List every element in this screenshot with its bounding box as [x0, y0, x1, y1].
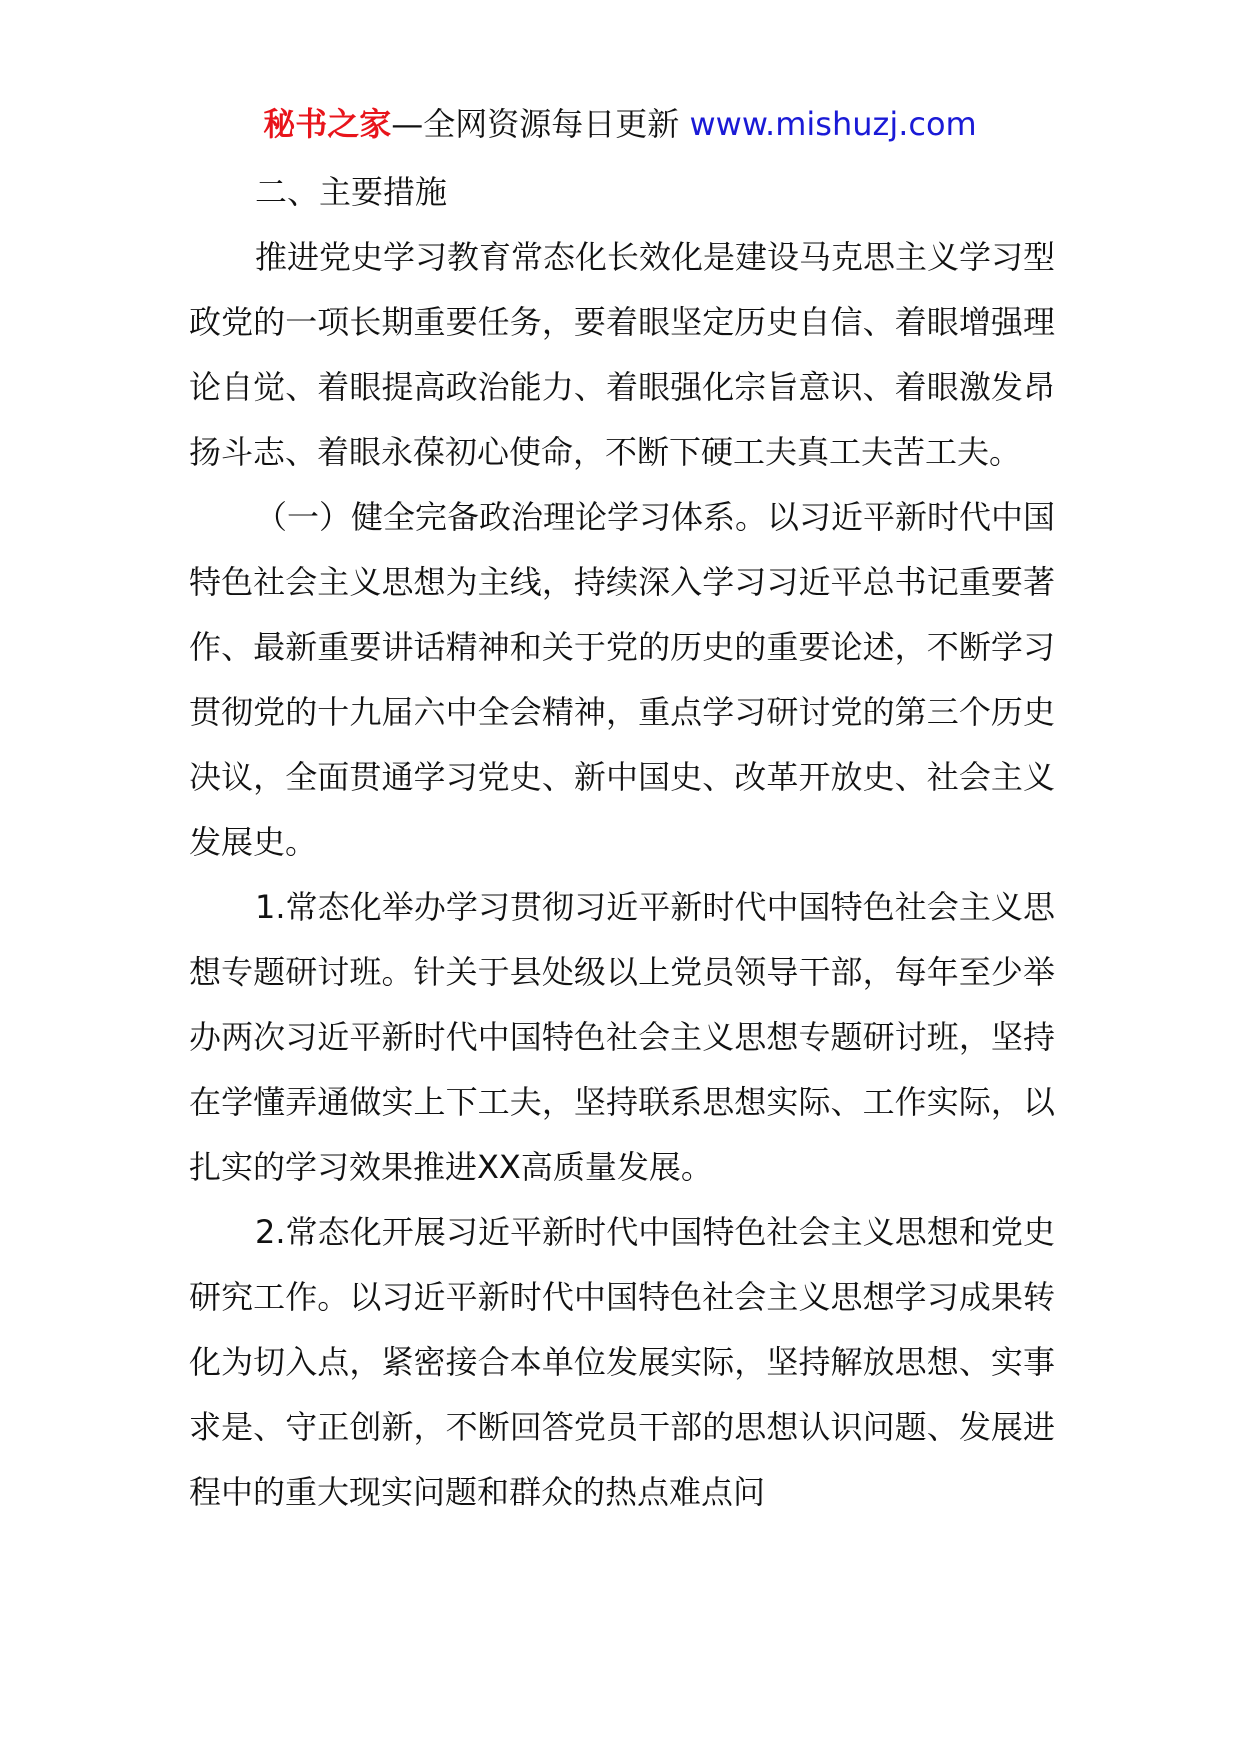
brand-name: 秘书之家 — [263, 105, 392, 143]
paragraph-item-1: 1.常态化举办学习贯彻习近平新时代中国特色社会主义思想专题研讨班。针关于县处级以上党员领导干部，每年至少举办两次习近平新时代中国特色社会主义思想专题研讨班，坚持在学懂弄通做实上下工夫，坚持联系思想实际、工作实际，以扎实的学习效果推进XX高质量发展。 — [189, 888, 1055, 1186]
document-body — [189, 160, 1055, 1525]
header-slogan: —全网资源每日更新 — [391, 105, 690, 143]
paragraph-item-2: 2.常态化开展习近平新时代中国特色社会主义思想和党史研究工作。以习近平新时代中国特色社会主义思想学习成果转化为切入点，紧密接合本单位发展实际，坚持解放思想、实事求是、守正创新，不断回答党员干部的思想认识问题、发展进程中的重大现实问题和群众的热点难点问 — [189, 1213, 1055, 1511]
site-header — [0, 100, 1240, 148]
paragraph-section-one: （一）健全完备政治理论学习体系。以习近平新时代中国特色社会主义思想为主线，持续深入学习习近平总书记重要著作、最新重要讲话精神和关于党的历史的重要论述，不断学习贯彻党的十九届六中全会精神，重点学习研讨党的第三个历史决议，全面贯通学习党史、新中国史、改革开放史、社会主义发展史。 — [189, 498, 1056, 861]
site-url-link[interactable]: www.mishuzj.com — [689, 105, 977, 143]
section-heading: 二、主要措施 — [255, 173, 448, 211]
paragraph-intro: 推进党史学习教育常态化长效化是建设马克思主义学习型政党的一项长期重要任务，要着眼坚定历史自信、着眼增强理论自觉、着眼提高政治能力、着眼强化宗旨意识、着眼激发昂扬斗志、着眼永葆初心使命，不断下硬工夫真工夫苦工夫。 — [189, 238, 1056, 471]
